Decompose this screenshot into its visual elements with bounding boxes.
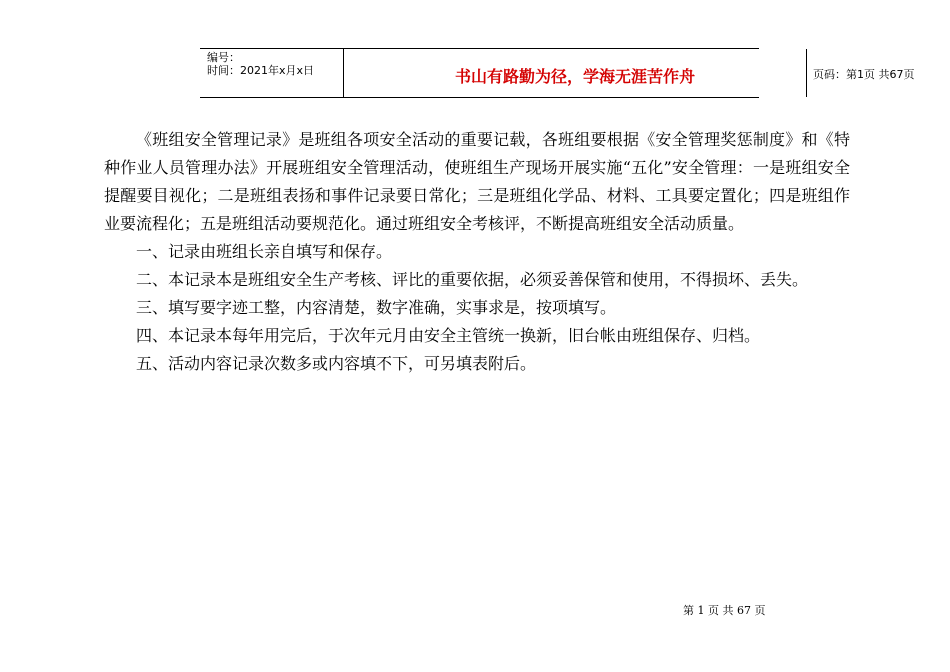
rule-item-2: 二、本记录本是班组安全生产考核、评比的重要依据，必须妥善保管和使用，不得损坏、丢失。 [136,270,809,289]
rule-item-5: 五、活动内容记录次数多或内容填不下，可另填表附后。 [136,354,537,373]
page-footer: 第 1 页 共 67 页 [683,604,766,617]
intro-paragraph: 《班组安全管理记录》是班组各项安全活动的重要记载，各班组要根据《安全管理奖惩制度》和《特种作业人员管理办法》开展班组安全管理活动，使班组生产现场开展实施“五化”安全管理：一是班组安全提醒要目视化；二是班组表扬和事件记录要日常化；三是班组化学品、材料、工具要定置化；四是班组作业要流程化；五是班组活动要规范化。通过班组安全考核评，不断提高班组安全活动质量。 [104,130,850,233]
header-motto-cell [343,49,807,97]
header-meta [200,49,343,97]
header-page-info: 页码：第1页 共67页 [813,68,915,81]
header-motto: 书山有路勤为径，学海无涯苦作舟 [454,67,695,86]
rule-item-1: 一、记录由班组长亲自填写和保存。 [136,242,393,261]
document-header [200,48,915,98]
rule-item-3: 三、填写要字迹工整，内容清楚，数字准确，实事求是，按项填写。 [136,298,617,317]
time-label: 时间：2021年x月x日 [207,64,315,77]
document-body [104,126,850,378]
rule-item-4: 四、本记录本每年用完后，于次年元月由安全主管统一换新，旧台帐由班组保存、归档。 [136,326,761,345]
code-label: 编号： [207,51,240,64]
